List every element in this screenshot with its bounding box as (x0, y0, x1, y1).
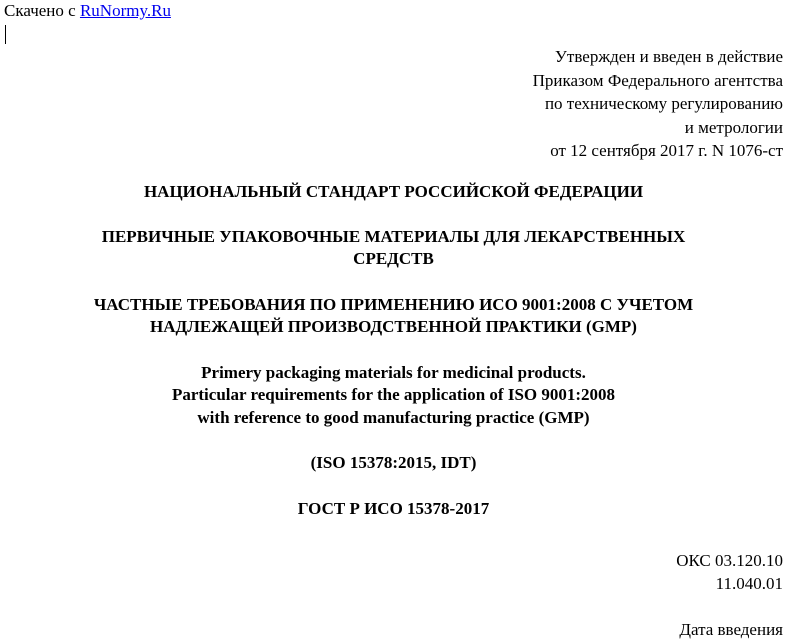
approval-line: по техническому регулированию (544, 94, 783, 113)
approval-line: от 12 сентября 2017 г. N 1076-ст (550, 141, 783, 160)
standard-title-en (0, 362, 787, 430)
text-cursor (5, 25, 6, 44)
title-en-line: with reference to good manufacturing practice (GMP) (197, 407, 590, 427)
subtitle-ru-line: НАДЛЕЖАЩЕЙ ПРОИЗВОДСТВЕННОЙ ПРАКТИКИ (GMP) (150, 317, 637, 336)
subtitle-ru-line: ЧАСТНЫЕ ТРЕБОВАНИЯ ПО ПРИМЕНЕНИЮ ИСО 9001:2008 С УЧЕТОМ (93, 294, 694, 314)
title-ru-line: СРЕДСТВ (353, 249, 434, 268)
title-en-line: Particular requirements for the application of ISO 9001:2008 (171, 385, 616, 404)
approval-line: Приказом Федерального агентства (532, 70, 783, 90)
iso-reference: (ISO 15378:2015, IDT) (310, 453, 477, 472)
approval-line: Утвержден и введен в действие (554, 47, 783, 66)
oks-line: ОКС 03.120.10 (676, 551, 783, 570)
gost-number: ГОСТ Р ИСО 15378-2017 (297, 498, 490, 518)
title-ru-line: ПЕРВИЧНЫЕ УПАКОВОЧНЫЕ МАТЕРИАЛЫ ДЛЯ ЛЕКАРСТВЕННЫХ (101, 226, 686, 246)
approval-line: и метрологии (684, 117, 783, 137)
approval-block (533, 45, 783, 163)
source-prefix: Скачено с (4, 1, 80, 20)
oks-line: 11.040.01 (715, 573, 783, 593)
standard-type-title: НАЦИОНАЛЬНЫЙ СТАНДАРТ РОССИЙСКОЙ ФЕДЕРАЦИИ (143, 182, 644, 201)
title-en-line: Primery packaging materials for medicinal products. (201, 362, 586, 382)
standard-subtitle-ru (0, 294, 787, 339)
standard-headings (0, 181, 787, 520)
standard-title-ru (0, 226, 787, 271)
source-line (4, 0, 171, 23)
intro-date-label: Дата введения (679, 620, 783, 639)
oks-classification (676, 550, 783, 595)
source-link[interactable]: RuNormy.Ru (79, 1, 171, 20)
